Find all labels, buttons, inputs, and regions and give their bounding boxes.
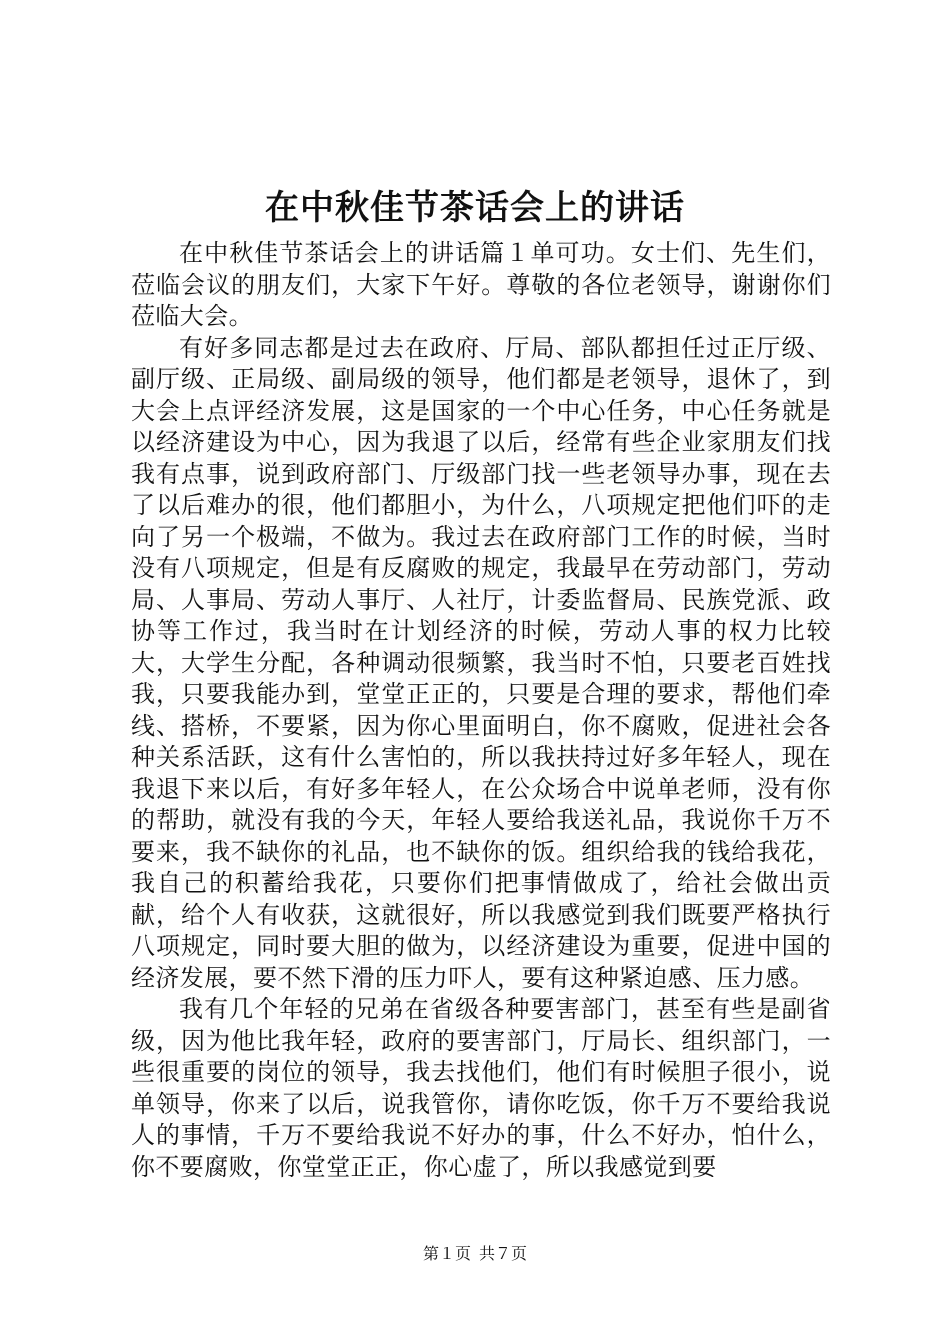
page-total: 共７页	[479, 1244, 528, 1263]
paragraph: 有好多同志都是过去在政府、厅局、部队都担任过正厅级、副厅级、正局级、副局级的领导，他们都是老领导，退休了，到大会上点评经济发展，这是国家的一个中心任务，中心任务就是以经济建设为中心，因为我退了以后，经常有些企业家朋友们找我有点事，说到政府部门、厅级部门找一些老领导办事，现在去了以后难办的很，他们都胆小，为什么，八项规定把他们吓的走向了另一个极端，不做为。我过去在政府部门工作的时候，当时没有八项规定，但是有反腐败的规定，我最早在劳动部门，劳动局、人事局、劳动人事厅、人社厅，计委监督局、民族党派、政协等工作过，我当时在计划经济的时候，劳动人事的权力比较大，大学生分配，各种调动很频繁，我当时不怕，只要老百姓找我，只要我能办到，堂堂正正的，只要是合理的要求，帮他们牵线、搭桥，不要紧，因为你心里面明白，你不腐败，促进社会各种关系活跃，这有什么害怕的，所以我扶持过好多年轻人，现在我退下来以后，有好多年轻人，在公众场合中说单老师，没有你的帮助，就没有我的今天，年轻人要给我送礼品，我说你千万不要来，我不缺你的礼品，也不缺你的饭。组织给我的钱给我花，我自己的积蓄给我花，只要你们把事情做成了，给社会做出贡献，给个人有收获，这就很好，所以我感觉到我们既要严格执行八项规定，同时要大胆的做为，以经济建设为重要，促进中国的经济发展，要不然下滑的压力吓人，要有这种紧迫感、压力感。	[131, 333, 831, 992]
paragraph: 在中秋佳节茶话会上的讲话篇１单可功。女士们、先生们，莅临会议的朋友们，大家下午好。尊敬的各位老领导，谢谢你们莅临大会。	[131, 239, 831, 330]
page-footer	[0, 1244, 950, 1264]
paragraph: 我有几个年轻的兄弟在省级各种要害部门，甚至有些是副省级，因为他比我年轻，政府的要害部门，厅局长、组织部门，一些很重要的岗位的领导，我去找他们，他们有时候胆子很小，说单领导，你来了以后，说我管你，请你吃饭，你千万不要给我说人的事情，千万不要给我说不好办的事，什么不好办，怕什么，你不要腐败，你堂堂正正，你心虚了，所以我感觉到要	[131, 995, 831, 1181]
page-number: 第１页	[422, 1244, 471, 1263]
document-title: 在中秋佳节茶话会上的讲话	[265, 188, 685, 228]
document-body	[131, 238, 831, 1183]
